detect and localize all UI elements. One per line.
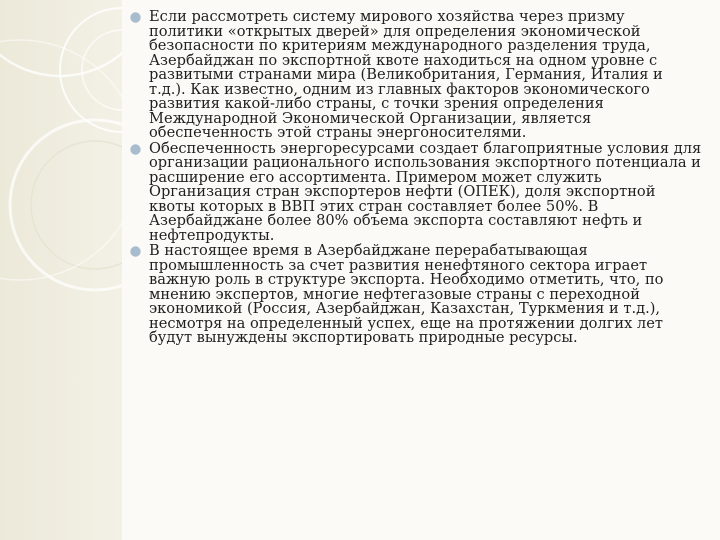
decorative-ring xyxy=(10,120,122,290)
bullet-item xyxy=(130,244,702,346)
bullet-item xyxy=(130,139,702,244)
bullet-item xyxy=(130,10,702,141)
bullet-text: Если рассмотреть систему мирового хозяйства через призму политики «открытых дверей» для определения экономической безопасности по критериям международного разделения труда, Азербайджан по экспортной квоте находиться на одном уровне с развитыми странами мира (Великобритания, Германия, Италия и т.д.). Как известно, одним из главных факторов экономического развития какой-либо страны, с точки зрения определения Международной Экономической Организации, является обеспеченность этой страны энергоносителями. xyxy=(149,8,663,141)
bullet-circle-icon xyxy=(130,144,141,155)
bullet-list xyxy=(130,10,702,347)
bullet-text: В настоящее время в Азербайджане перерабатывающая промышленность за счет развития ненефтяного сектора играет важную роль в структуре экспорта. Необходимо отметить, что, по мнению экспертов, многие нефтегазовые страны с переходной экономикой (Россия, Азербайджан, Казахстан, Туркмения и т.д.), несмотря на определенный успех, еще на протяжении долгих лет будут вынуждены экспортировать природные ресурсы. xyxy=(149,242,664,346)
decorative-rings-graphic xyxy=(0,0,122,540)
bullet-circle-icon xyxy=(130,12,141,23)
decorative-ring xyxy=(31,141,122,269)
bullet-text: Обеспеченность энергоресурсами создает благоприятные условия для организации рационального использования экспортного потенциала и расширение его ассортимента. Примером может служить Организация стран экспортеров нефти (ОПЕК), доля экспортной квоты которых в ВВП этих стран составляет более 50%. В Азербайджане более 80% объема экспорта составляют нефть и нефтепродукты. xyxy=(149,139,702,244)
bullet-circle-icon xyxy=(130,246,141,257)
decorative-ring xyxy=(82,30,122,110)
